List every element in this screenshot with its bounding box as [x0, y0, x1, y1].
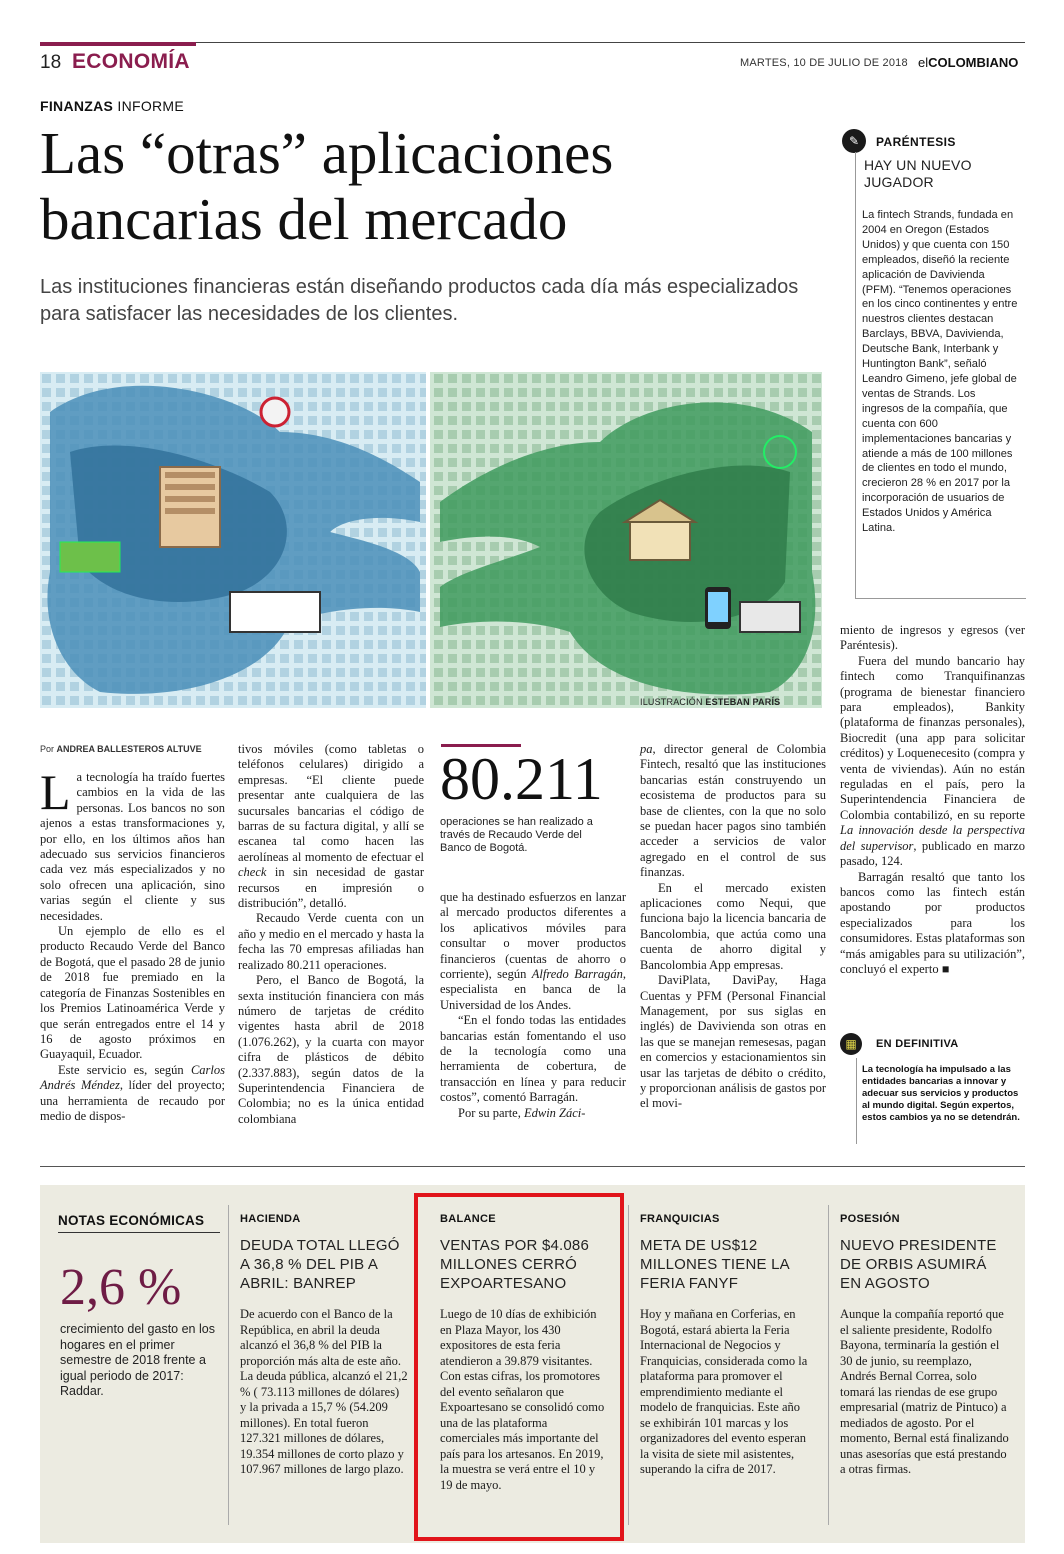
note-title: NUEVO PRESIDENTE DE ORBIS ASUMIRÁ EN AGOSTO: [840, 1237, 997, 1292]
notas-big-number: 2,6 %: [60, 1259, 182, 1316]
parentesis-label: PARÉNTESIS: [876, 135, 956, 149]
note-title: META DE US$12 MILLONES TIENE LA FERIA FANYF: [640, 1237, 790, 1292]
note-label: BALANCE: [440, 1213, 496, 1225]
subheadline: Las instituciones financieras están diseñando productos cada día más especializados para satisfacer las necesidades de los clientes.: [40, 276, 799, 325]
note-label: FRANQUICIAS: [640, 1213, 720, 1225]
parentesis-title: HAY UN NUEVO JUGADOR: [864, 157, 972, 190]
note-body: Hoy y mañana en Corferias, en Bogotá, estará abierta la Feria Internacional de Negocios y Franquicias, considerada como la plataforma para promover el emprendimiento mediante el modelo de franquicias. Este año se exhibirán 101 marcas y los organizadores del evento esperan la visita de siete mil asistentes, superando la cifra de 2017.: [640, 1307, 808, 1476]
issue-date: MARTES, 10 DE JULIO DE 2018: [740, 57, 908, 69]
column-divider: [828, 1205, 829, 1525]
note-body: Aunque la compañía reportó que el saliente presidente, Rodolfo Bayona, terminaría la gestión el 30 de junio, su reemplazo, Andrés Bernal Correa, solo tomará las riendas de ese grupo empresarial (matriz de Pintuco) a mediados de agosto. Por el momento, Bernal está finalizando unas asesorías que está prestando a otras firmas.: [840, 1307, 1009, 1476]
note-body: Luego de 10 días de exhibición en Plaza Mayor, los 430 expositores de esta feria atendieron a 39.879 visitantes. Con estas cifras, los promotores del evento señalaron que Expoartesano se consolidó como una de las plataforma comerciales más importante del país para los artesanos. En 2019, la muestra se verá entre el 10 y 19 de mayo.: [440, 1307, 605, 1492]
page-number: 18: [40, 52, 62, 73]
highlight-box: [414, 1193, 624, 1541]
note-title: VENTAS POR $4.086 MILLONES CERRÓ EXPOARTESANO: [440, 1237, 590, 1292]
illustration-credit: ILUSTRACIÓN ESTEBAN PARÍS: [640, 697, 781, 707]
stat-number: 80.211: [440, 746, 603, 812]
article-column-5: miento de ingresos y egresos (ver Paréntesis). Fuera del mundo bancario hay fintech como Tranquifinanzas (programa de bienestar financiero para empleados), Bankity (plataforma de finanzas personales), Biocredit (una app para solicitar créditos) y Loquenecesito (compra y venta de viviendas). Aún no están reguladas en el país, pero la Superintendencia Financiera de Colombia contabilizó, en su reporte La innovación desde la perspectiva del supervisor, publicado en marzo pasado, 124. Barragán resaltó que tanto los bancos como las fintech están apostando por productos especializados para los consumidores. Estas plataformas son “más amigables para su utilización”, concluyó el experto ■: [840, 623, 1025, 976]
headline: Las “otras” aplicaciones bancarias del mercado: [40, 120, 614, 252]
stat-caption: operaciones se han realizado a través de Recaudo Verde del Banco de Bogotá.: [440, 816, 593, 854]
article-column-2: tivos móviles (como tabletas o teléfonos celulares) dirigido a empresas. “El cliente puede presentar ante cualquiera de las sucursales bancarias el código de barras de su factura digital, y allí se escanea tal como hacen las aerolíneas al momento de efectuar el check in sin necesidad de gastar recursos en impresión o distribución”, detalló. Recaudo Verde cuenta con un año y medio en el mercado y hasta la fecha las 70 empresas afiliadas han realizado 80.211 operaciones. Pero, el Banco de Bogotá, la sexta institución financiera con más número de tarjetas de crédito vigentes hasta abril de 2018 (1.076.262), y la cuarta con mayor cifra de plásticos de débito (2.337.883), según datos de la Superintendencia Financiera de Colombia; no es la única entidad colombiana: [238, 742, 424, 1126]
drop-cap: L: [40, 764, 71, 820]
illustration-hands: [40, 372, 822, 708]
note-title: DEUDA TOTAL LLEGÓ A 36,8 % DEL PIB A ABRIL: BANREP: [240, 1237, 400, 1292]
article-column-3: que ha destinado esfuerzos en lanzar al mercado productos diferentes a los aplicativos móviles para consultar o mover productos financieros (cuentas de ahorro o corriente), según Alfredo Barragán, especialista en banca de la Universidad de los Andes. “En el fondo todas las entidades bancarias están fomentando el uso de la tecnología como una herramienta de cobertura, de transacción en línea y para reducir costos”, comentó Barragán. Por su parte, Edwin Záci-: [440, 890, 626, 1120]
grid-icon: ▦: [840, 1033, 862, 1055]
article-column-1: La tecnología ha traído fuertes cambios en la vida de las personas. Los bancos no son ajenos a estas transformaciones y, por ello, en los últimos años han adecuado sus servicios financieros cada vez más especializados y no solo ofrecen una aplicación, sino varias según el cliente y sus necesidades. Un ejemplo de ello es el producto Recaudo Verde del Banco de Bogotá, que el pasado 28 de junio de 2018 fue premiado en la categoría de Finanzas Sostenibles en los Premios Latinoamérica Verde y que serán entregados entre el 14 y 16 de agosto próximos en Guayaquil, Ecuador. Este servicio es, según Carlos Andrés Méndez, líder del proyecto; una herramienta de recaudo por medio de dispos-: [40, 764, 225, 1123]
note-label: POSESIÓN: [840, 1213, 900, 1225]
parentesis-body: La fintech Strands, fundada en 2004 en Oregon (Estados Unidos) y que cuenta con 150 empleados, diseñó la reciente aplicación de Davivienda (PFM). “Tenemos operaciones en los cinco continentes y entre nuestros clientes destacan Barclays, BBVA, Davivienda, Deutsche Bank, Interbank y Huntington Bank”, señaló Leandro Gimeno, jefe global de ventas de Strands. Los ingresos de la compañía, que cuenta con 600 implementaciones bancarias y atiende a más de 100 millones de clientes en todo el mundo, crecieron 28 % en 2017 por la incorporación de usuarios de Estados Unidos y América Latina.: [862, 209, 1018, 535]
en-definitiva-body: La tecnología ha impulsado a las entidades bancarias a innovar y adecuar sus servicios y productos al mundo digital. Según expertos, estos cambios ya no se detendrán.: [862, 1064, 1020, 1124]
notas-big-caption: crecimiento del gasto en los hogares en el primer semestre de 2018 frente a igual periodo de 2017: Raddar.: [60, 1322, 215, 1398]
article-kicker: FINANZAS INFORME: [40, 98, 185, 114]
section-name: ECONOMÍA: [72, 50, 190, 73]
pin-icon: ✎: [842, 129, 866, 153]
column-divider: [228, 1205, 229, 1525]
newspaper-brand: elCOLOMBIANO: [918, 55, 1019, 70]
note-body: De acuerdo con el Banco de la República, en abril la deuda alcanzó el 36,8 % del PIB la proporción más alta de este año. La deuda pública, alcanzó el 21,2 % ( 73.113 millones de dólares) y la privada a 15,7 % (54.209 millones). En total fueron 127.321 millones de dólares, 19.354 millones de corto plazo y 107.967 millones de largo plazo.: [240, 1307, 408, 1476]
section-accent-bar: [40, 42, 196, 46]
en-definitiva-label: EN DEFINITIVA: [876, 1038, 959, 1050]
section-divider: [40, 1166, 1025, 1167]
article-column-4: pa, director general de Colombia Fintech, resaltó que las instituciones bancarias están construyendo un ecosistema de productos para su base de clientes, con la que no solo se puedan hacer pagos sino también acceder a servicios de valor agregado en el control de sus finanzas. En el mercado existen aplicaciones como Nequi, que funciona bajo la licencia bancaria de Bancolombia, que actúa como una cuenta de ahorro digital y Bancolombia App empresas. DaviPlata, DaviPay, Haga Cuentas y PFM (Personal Financial Management, por sus siglas en inglés) de Davivienda son otras en las que se manejan remesesas, pagan en comercios y estacionamientos sin usar las tarjetas de débito o crédito, y proporcionan análisis de gastos por el movi-: [640, 742, 826, 1111]
notas-title: NOTAS ECONÓMICAS: [58, 1213, 205, 1228]
note-label: HACIENDA: [240, 1213, 301, 1225]
notas-title-rule: [58, 1232, 220, 1233]
column-divider: [628, 1205, 629, 1525]
byline: Por ANDREA BALLESTEROS ALTUVE: [40, 744, 202, 754]
